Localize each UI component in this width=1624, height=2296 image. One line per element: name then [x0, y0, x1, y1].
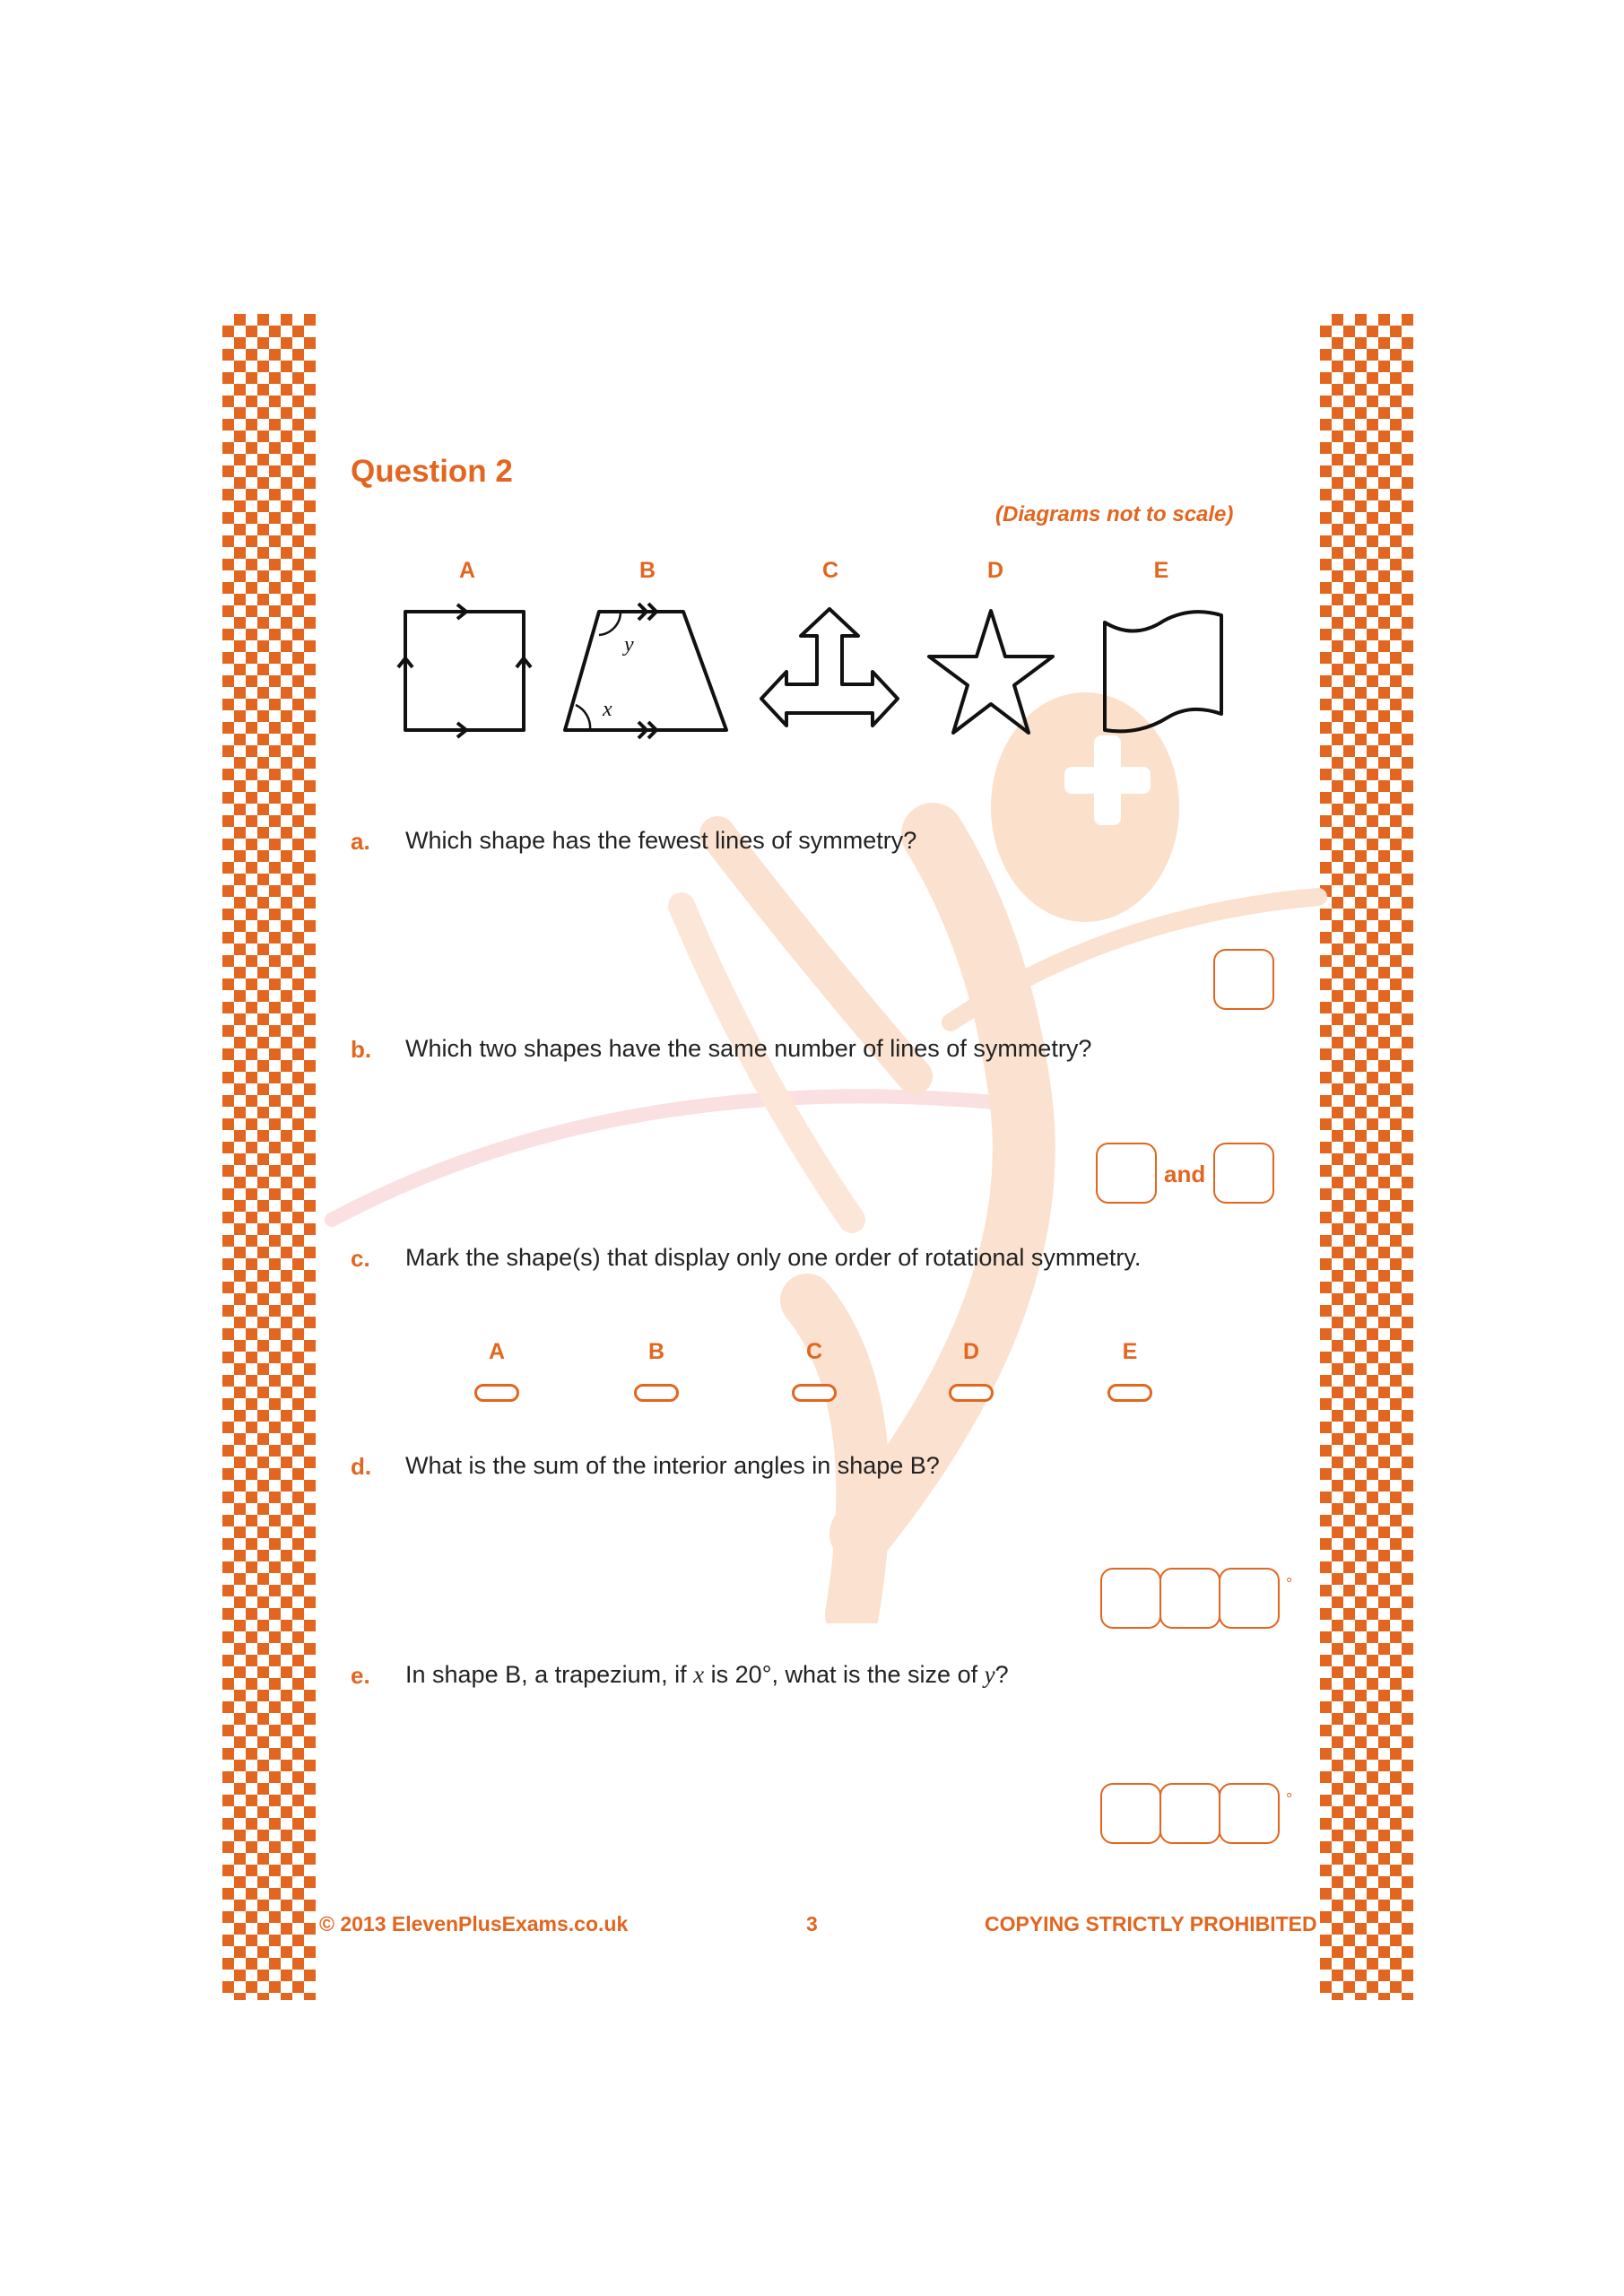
option-oval-c[interactable] — [792, 1384, 837, 1402]
part-c-letter: c. — [351, 1245, 370, 1272]
diagrams-note: (Diagrams not to scale) — [995, 502, 1234, 526]
angle-label-x: x — [603, 698, 612, 721]
trapezium-shape — [556, 599, 735, 746]
answer-box-b-first[interactable] — [1096, 1143, 1157, 1204]
star-shape — [924, 605, 1058, 740]
option-label-b: B — [647, 1339, 665, 1364]
part-a-question: Which shape has the fewest lines of symmetry? — [405, 827, 917, 854]
and-word: and — [1164, 1161, 1206, 1187]
part-b-question: Which two shapes have the same number of lines of symmetry? — [405, 1035, 1092, 1062]
option-oval-a[interactable] — [474, 1384, 519, 1402]
decorative-border-right — [1320, 314, 1413, 2000]
answer-box-e-digit-3[interactable] — [1219, 1783, 1280, 1844]
degree-symbol-e: ° — [1286, 1790, 1293, 1808]
answer-box-d-digit-2[interactable] — [1159, 1568, 1220, 1629]
variable-x: x — [693, 1661, 705, 1688]
answer-box-a[interactable] — [1213, 949, 1274, 1010]
option-oval-e[interactable] — [1107, 1384, 1152, 1402]
part-e-letter: e. — [351, 1662, 370, 1689]
answer-box-d-digit-1[interactable] — [1100, 1568, 1161, 1629]
part-c-question: Mark the shape(s) that display only one order of rotational symmetry. — [405, 1244, 1142, 1271]
page-number: 3 — [806, 1912, 818, 1935]
part-d-question: What is the sum of the interior angles in shape B? — [405, 1452, 940, 1479]
footer-copyright: © 2013 ElevenPlusExams.co.uk — [319, 1912, 629, 1935]
shape-label-b: B — [638, 558, 656, 583]
variable-y: y — [984, 1661, 995, 1688]
shape-label-d: D — [986, 558, 1004, 583]
part-e-question: In shape B, a trapezium, if x is 20°, what is the size of y? — [405, 1661, 1009, 1688]
part-b-letter: b. — [351, 1036, 372, 1063]
shape-label-a: A — [458, 558, 476, 583]
shape-label-e: E — [1153, 558, 1169, 583]
option-label-e: E — [1122, 1339, 1138, 1364]
decorative-border-left — [222, 314, 316, 2000]
square-shape — [395, 601, 538, 744]
footer-notice: COPYING STRICTLY PROHIBITED — [985, 1912, 1317, 1935]
option-label-c: C — [805, 1339, 823, 1364]
option-label-d: D — [962, 1339, 980, 1364]
degree-symbol-d: ° — [1286, 1575, 1293, 1593]
option-oval-b[interactable] — [634, 1384, 679, 1402]
flag-shape — [1094, 603, 1238, 746]
shape-label-c: C — [821, 558, 839, 583]
watermark-logo — [305, 682, 1327, 1623]
answer-box-d-digit-3[interactable] — [1219, 1568, 1280, 1629]
answer-box-e-digit-2[interactable] — [1159, 1783, 1220, 1844]
part-a-letter: a. — [351, 828, 370, 855]
question-title: Question 2 — [351, 454, 513, 489]
three-way-arrow-shape — [758, 605, 901, 749]
angle-label-y: y — [624, 633, 634, 657]
option-label-a: A — [488, 1339, 506, 1364]
answer-box-e-digit-1[interactable] — [1100, 1783, 1161, 1844]
answer-box-b-second[interactable] — [1213, 1143, 1274, 1204]
part-d-letter: d. — [351, 1453, 372, 1480]
option-oval-d[interactable] — [949, 1384, 994, 1402]
